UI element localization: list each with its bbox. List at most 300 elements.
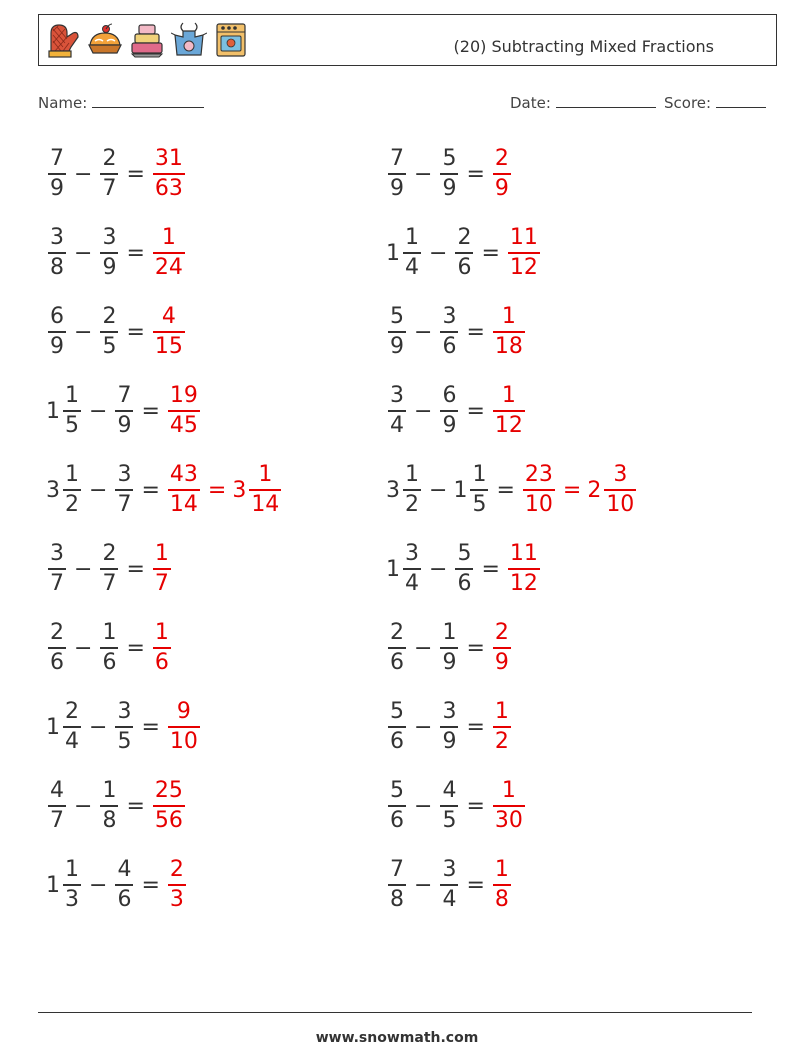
mixed-number: [113, 859, 135, 911]
minus-sign: −: [74, 556, 93, 582]
mixed-number: [453, 464, 490, 516]
numerator: 11: [509, 541, 538, 567]
fraction-bar: [604, 489, 636, 491]
equals-sign: =: [466, 398, 485, 424]
mixed-number: [98, 543, 120, 595]
fraction: [440, 385, 458, 437]
problem-item: [386, 460, 638, 520]
problem-item: [386, 539, 542, 599]
fraction-bar: [115, 726, 133, 728]
mixed-number: [386, 701, 408, 753]
denominator: 9: [442, 175, 457, 201]
fraction: [48, 780, 66, 832]
denominator: 14: [169, 491, 198, 517]
whole-part: 1: [46, 398, 60, 424]
whole-part: 3: [386, 477, 400, 503]
minus-sign: −: [414, 714, 433, 740]
denominator: 7: [102, 175, 117, 201]
mixed-number: [46, 859, 83, 911]
answer: [506, 543, 542, 595]
numerator: 7: [50, 146, 64, 172]
denominator: 6: [457, 254, 472, 280]
answer: [151, 622, 173, 674]
fraction-bar: [440, 884, 458, 886]
numerator: 3: [390, 383, 404, 409]
numerator: 3: [50, 541, 64, 567]
mixed-number: [491, 306, 527, 358]
fraction: [48, 622, 66, 674]
denominator: 6: [390, 728, 404, 754]
numerator: 9: [176, 699, 191, 725]
fraction: [100, 227, 118, 279]
fraction-bar: [48, 805, 66, 807]
denominator: 45: [169, 412, 198, 438]
fraction: [455, 227, 473, 279]
equals-sign: =: [207, 477, 227, 503]
mixed-number: [386, 148, 408, 200]
numerator: 2: [102, 541, 117, 567]
mixed-number: [587, 464, 638, 516]
whole-part: 3: [232, 477, 247, 503]
fraction: [115, 859, 133, 911]
numerator: 1: [102, 620, 117, 646]
fraction-bar: [153, 805, 185, 807]
numerator: 3: [442, 857, 457, 883]
mixed-number: [113, 385, 135, 437]
minus-sign: −: [74, 319, 93, 345]
answer: [151, 306, 187, 358]
fraction-bar: [508, 568, 540, 570]
numerator: 2: [50, 620, 64, 646]
oven-mitt-icon: [45, 21, 81, 59]
fraction: [440, 306, 458, 358]
problem-item: [386, 697, 513, 757]
mixed-number: [453, 227, 475, 279]
fraction: [440, 701, 458, 753]
minus-sign: −: [414, 793, 433, 819]
denominator: 6: [117, 886, 132, 912]
mixed-number: [438, 780, 460, 832]
denominator: 8: [102, 807, 117, 833]
problem-item: [386, 618, 513, 678]
minus-sign: −: [414, 872, 433, 898]
numerator: 4: [50, 778, 64, 804]
fraction: [115, 701, 133, 753]
denominator: 9: [50, 333, 64, 359]
problem-item: [386, 381, 527, 441]
fraction: [249, 464, 281, 516]
mixed-number: [46, 227, 68, 279]
fraction: [440, 859, 458, 911]
problem-item: [386, 776, 527, 836]
denominator: 4: [390, 412, 404, 438]
minus-sign: −: [414, 319, 433, 345]
numerator: 1: [472, 462, 487, 488]
fraction: [100, 306, 118, 358]
fraction-bar: [48, 252, 66, 254]
fraction: [48, 148, 66, 200]
minus-sign: −: [89, 872, 108, 898]
fraction-bar: [493, 410, 525, 412]
numerator: 3: [442, 699, 457, 725]
mixed-number: [98, 227, 120, 279]
minus-sign: −: [429, 556, 448, 582]
fraction-bar: [388, 410, 406, 412]
fraction: [153, 306, 185, 358]
numerator: 5: [390, 304, 404, 330]
equals-sign: =: [126, 161, 145, 187]
mixed-number: [151, 148, 187, 200]
fraction-bar: [115, 410, 133, 412]
numerator: 6: [442, 383, 457, 409]
fraction: [604, 464, 636, 516]
fraction: [388, 859, 406, 911]
answer: [491, 622, 513, 674]
equals-sign: =: [562, 477, 582, 503]
fraction-bar: [388, 884, 406, 886]
problem-item: [386, 302, 527, 362]
fraction-bar: [100, 805, 118, 807]
mixed-number: [232, 464, 283, 516]
answer: [491, 306, 527, 358]
mixed-number: [166, 464, 202, 516]
minus-sign: −: [414, 635, 433, 661]
whole-part: 2: [587, 477, 602, 503]
fraction-bar: [63, 489, 81, 491]
fraction: [388, 385, 406, 437]
problem-item: [386, 144, 513, 204]
fraction-bar: [48, 173, 66, 175]
fraction-bar: [493, 805, 525, 807]
fraction: [48, 543, 66, 595]
mixed-number: [438, 701, 460, 753]
fraction-bar: [153, 647, 171, 649]
fraction: [523, 464, 555, 516]
numerator: 1: [405, 462, 419, 488]
fraction-bar: [493, 331, 525, 333]
fraction-bar: [100, 568, 118, 570]
mixed-number: [46, 464, 83, 516]
fraction: [440, 780, 458, 832]
denominator: 9: [102, 254, 117, 280]
problem-item: [46, 776, 187, 836]
fraction-bar: [388, 173, 406, 175]
problem-item: [46, 539, 173, 599]
fraction-bar: [440, 805, 458, 807]
equals-sign: =: [466, 635, 485, 661]
fraction-bar: [48, 647, 66, 649]
fraction-bar: [100, 252, 118, 254]
date-label: Date:: [510, 94, 551, 112]
pie-icon: [87, 21, 123, 59]
fraction-bar: [63, 884, 81, 886]
fraction-bar: [388, 331, 406, 333]
whole-part: 1: [453, 477, 468, 503]
denominator: 6: [442, 333, 457, 359]
answer: [166, 859, 188, 911]
denominator: 30: [494, 807, 523, 833]
fraction: [508, 543, 540, 595]
fraction: [388, 622, 406, 674]
minus-sign: −: [429, 477, 448, 503]
fraction: [493, 701, 511, 753]
denominator: 8: [494, 886, 509, 912]
denominator: 12: [509, 254, 538, 280]
mixed-number: [46, 385, 83, 437]
fraction: [153, 227, 185, 279]
mixed-number: [491, 780, 527, 832]
fraction-bar: [168, 726, 200, 728]
mixed-number: [386, 780, 408, 832]
answer: [166, 385, 202, 437]
denominator: 7: [102, 570, 117, 596]
footer-divider: [38, 1012, 752, 1013]
numerator: 4: [442, 778, 457, 804]
mixed-number: [113, 464, 135, 516]
denominator: 5: [117, 728, 132, 754]
numerator: 1: [501, 383, 516, 409]
fraction-bar: [388, 726, 406, 728]
apron-icon: [171, 21, 207, 59]
fraction: [63, 701, 81, 753]
mixed-number: [166, 385, 202, 437]
mixed-number: [386, 543, 423, 595]
fraction: [63, 464, 81, 516]
fraction: [493, 859, 511, 911]
fraction: [48, 227, 66, 279]
fraction: [455, 543, 473, 595]
answer: [491, 385, 527, 437]
denominator: 18: [494, 333, 523, 359]
problem-item: [46, 144, 187, 204]
minus-sign: −: [74, 793, 93, 819]
numerator: 1: [65, 857, 79, 883]
equals-sign: =: [141, 872, 160, 898]
minus-sign: −: [74, 635, 93, 661]
worksheet-header: [38, 14, 777, 66]
denominator: 9: [442, 728, 457, 754]
fraction: [493, 306, 525, 358]
numerator: 1: [442, 620, 457, 646]
minus-sign: −: [414, 161, 433, 187]
fraction: [100, 148, 118, 200]
mixed-number: [166, 701, 202, 753]
numerator: 1: [258, 462, 273, 488]
fraction: [153, 622, 171, 674]
layer-cake-icon: [129, 21, 165, 59]
problem-item: [46, 223, 187, 283]
numerator: 3: [117, 462, 132, 488]
fraction: [440, 622, 458, 674]
fraction-bar: [168, 884, 186, 886]
fraction-bar: [455, 568, 473, 570]
numerator: 1: [154, 541, 169, 567]
denominator: 63: [154, 175, 183, 201]
fraction-bar: [153, 252, 185, 254]
numerator: 3: [405, 541, 419, 567]
numerator: 23: [524, 462, 553, 488]
fraction-bar: [168, 410, 200, 412]
mixed-number: [438, 385, 460, 437]
denominator: 6: [50, 649, 64, 675]
whole-part: 3: [46, 477, 60, 503]
equals-sign: =: [466, 161, 485, 187]
numerator: 1: [494, 857, 509, 883]
denominator: 2: [65, 491, 79, 517]
fraction: [100, 622, 118, 674]
fraction-bar: [440, 410, 458, 412]
denominator: 10: [524, 491, 553, 517]
fraction: [153, 148, 185, 200]
numerator: 3: [442, 304, 457, 330]
denominator: 2: [405, 491, 419, 517]
mixed-number: [386, 227, 423, 279]
fraction: [470, 464, 488, 516]
fraction: [388, 701, 406, 753]
numerator: 1: [65, 383, 79, 409]
mixed-number: [386, 385, 408, 437]
fraction: [168, 464, 200, 516]
score-line: [716, 93, 766, 108]
numerator: 1: [65, 462, 79, 488]
fraction-bar: [63, 726, 81, 728]
fraction: [493, 385, 525, 437]
denominator: 5: [102, 333, 117, 359]
equals-sign: =: [126, 793, 145, 819]
denominator: 9: [390, 175, 404, 201]
minus-sign: −: [74, 161, 93, 187]
fraction: [100, 543, 118, 595]
denominator: 4: [405, 254, 419, 280]
numerator: 2: [494, 146, 509, 172]
denominator: 15: [154, 333, 183, 359]
equals-sign: =: [496, 477, 515, 503]
numerator: 2: [494, 620, 509, 646]
mixed-number: [98, 622, 120, 674]
fraction-bar: [403, 568, 421, 570]
numerator: 1: [405, 225, 419, 251]
mixed-number: [46, 701, 83, 753]
numerator: 25: [154, 778, 183, 804]
numerator: 2: [102, 304, 117, 330]
denominator: 9: [442, 412, 457, 438]
denominator: 4: [442, 886, 457, 912]
numerator: 1: [501, 778, 516, 804]
minus-sign: −: [429, 240, 448, 266]
oven-icon: [213, 21, 249, 59]
fraction: [403, 464, 421, 516]
fraction-bar: [153, 173, 185, 175]
denominator: 9: [117, 412, 132, 438]
denominator: 6: [390, 649, 404, 675]
mixed-number: [386, 464, 423, 516]
fraction-bar: [388, 647, 406, 649]
fraction: [153, 543, 171, 595]
denominator: 12: [494, 412, 523, 438]
fraction-bar: [523, 489, 555, 491]
fraction-bar: [100, 647, 118, 649]
whole-part: 1: [46, 714, 60, 740]
equals-sign: =: [466, 319, 485, 345]
denominator: 6: [457, 570, 472, 596]
fraction-bar: [115, 489, 133, 491]
numerator: 3: [117, 699, 132, 725]
denominator: 6: [390, 807, 404, 833]
denominator: 7: [154, 570, 169, 596]
numerator: 5: [390, 699, 404, 725]
answer: [166, 464, 283, 516]
numerator: 1: [501, 304, 516, 330]
fraction-bar: [100, 173, 118, 175]
fraction: [403, 543, 421, 595]
numerator: 3: [613, 462, 628, 488]
fraction-bar: [153, 568, 171, 570]
denominator: 12: [509, 570, 538, 596]
answer: [151, 543, 173, 595]
mixed-number: [46, 622, 68, 674]
equals-sign: =: [466, 714, 485, 740]
fraction: [168, 385, 200, 437]
denominator: 8: [50, 254, 64, 280]
denominator: 5: [65, 412, 79, 438]
numerator: 31: [154, 146, 183, 172]
footer-url: www.snowmath.com: [315, 1030, 479, 1046]
denominator: 9: [390, 333, 404, 359]
mixed-number: [386, 622, 408, 674]
mixed-number: [151, 306, 187, 358]
minus-sign: −: [89, 398, 108, 424]
mixed-number: [491, 622, 513, 674]
denominator: 9: [494, 649, 509, 675]
fraction-bar: [493, 726, 511, 728]
fraction-bar: [63, 410, 81, 412]
denominator: 4: [65, 728, 79, 754]
equals-sign: =: [126, 556, 145, 582]
mixed-number: [491, 148, 513, 200]
mixed-number: [151, 622, 173, 674]
fraction-bar: [508, 252, 540, 254]
numerator: 7: [390, 146, 404, 172]
mixed-number: [491, 385, 527, 437]
denominator: 6: [154, 649, 169, 675]
numerator: 4: [161, 304, 176, 330]
problem-item: [46, 697, 202, 757]
numerator: 3: [102, 225, 117, 251]
equals-sign: =: [126, 319, 145, 345]
mixed-number: [98, 148, 120, 200]
fraction: [115, 464, 133, 516]
fraction-bar: [470, 489, 488, 491]
mixed-number: [438, 148, 460, 200]
mixed-number: [453, 543, 475, 595]
mixed-number: [438, 622, 460, 674]
equals-sign: =: [126, 240, 145, 266]
mixed-number: [386, 859, 408, 911]
date-line: [556, 93, 656, 108]
minus-sign: −: [74, 240, 93, 266]
fraction-bar: [100, 331, 118, 333]
score-label: Score:: [664, 94, 712, 112]
denominator: 3: [65, 886, 79, 912]
fraction-bar: [249, 489, 281, 491]
minus-sign: −: [89, 714, 108, 740]
mixed-number: [521, 464, 557, 516]
minus-sign: −: [414, 398, 433, 424]
fraction-bar: [455, 252, 473, 254]
answer: [491, 701, 513, 753]
fraction-bar: [153, 331, 185, 333]
score-field: [664, 93, 766, 112]
